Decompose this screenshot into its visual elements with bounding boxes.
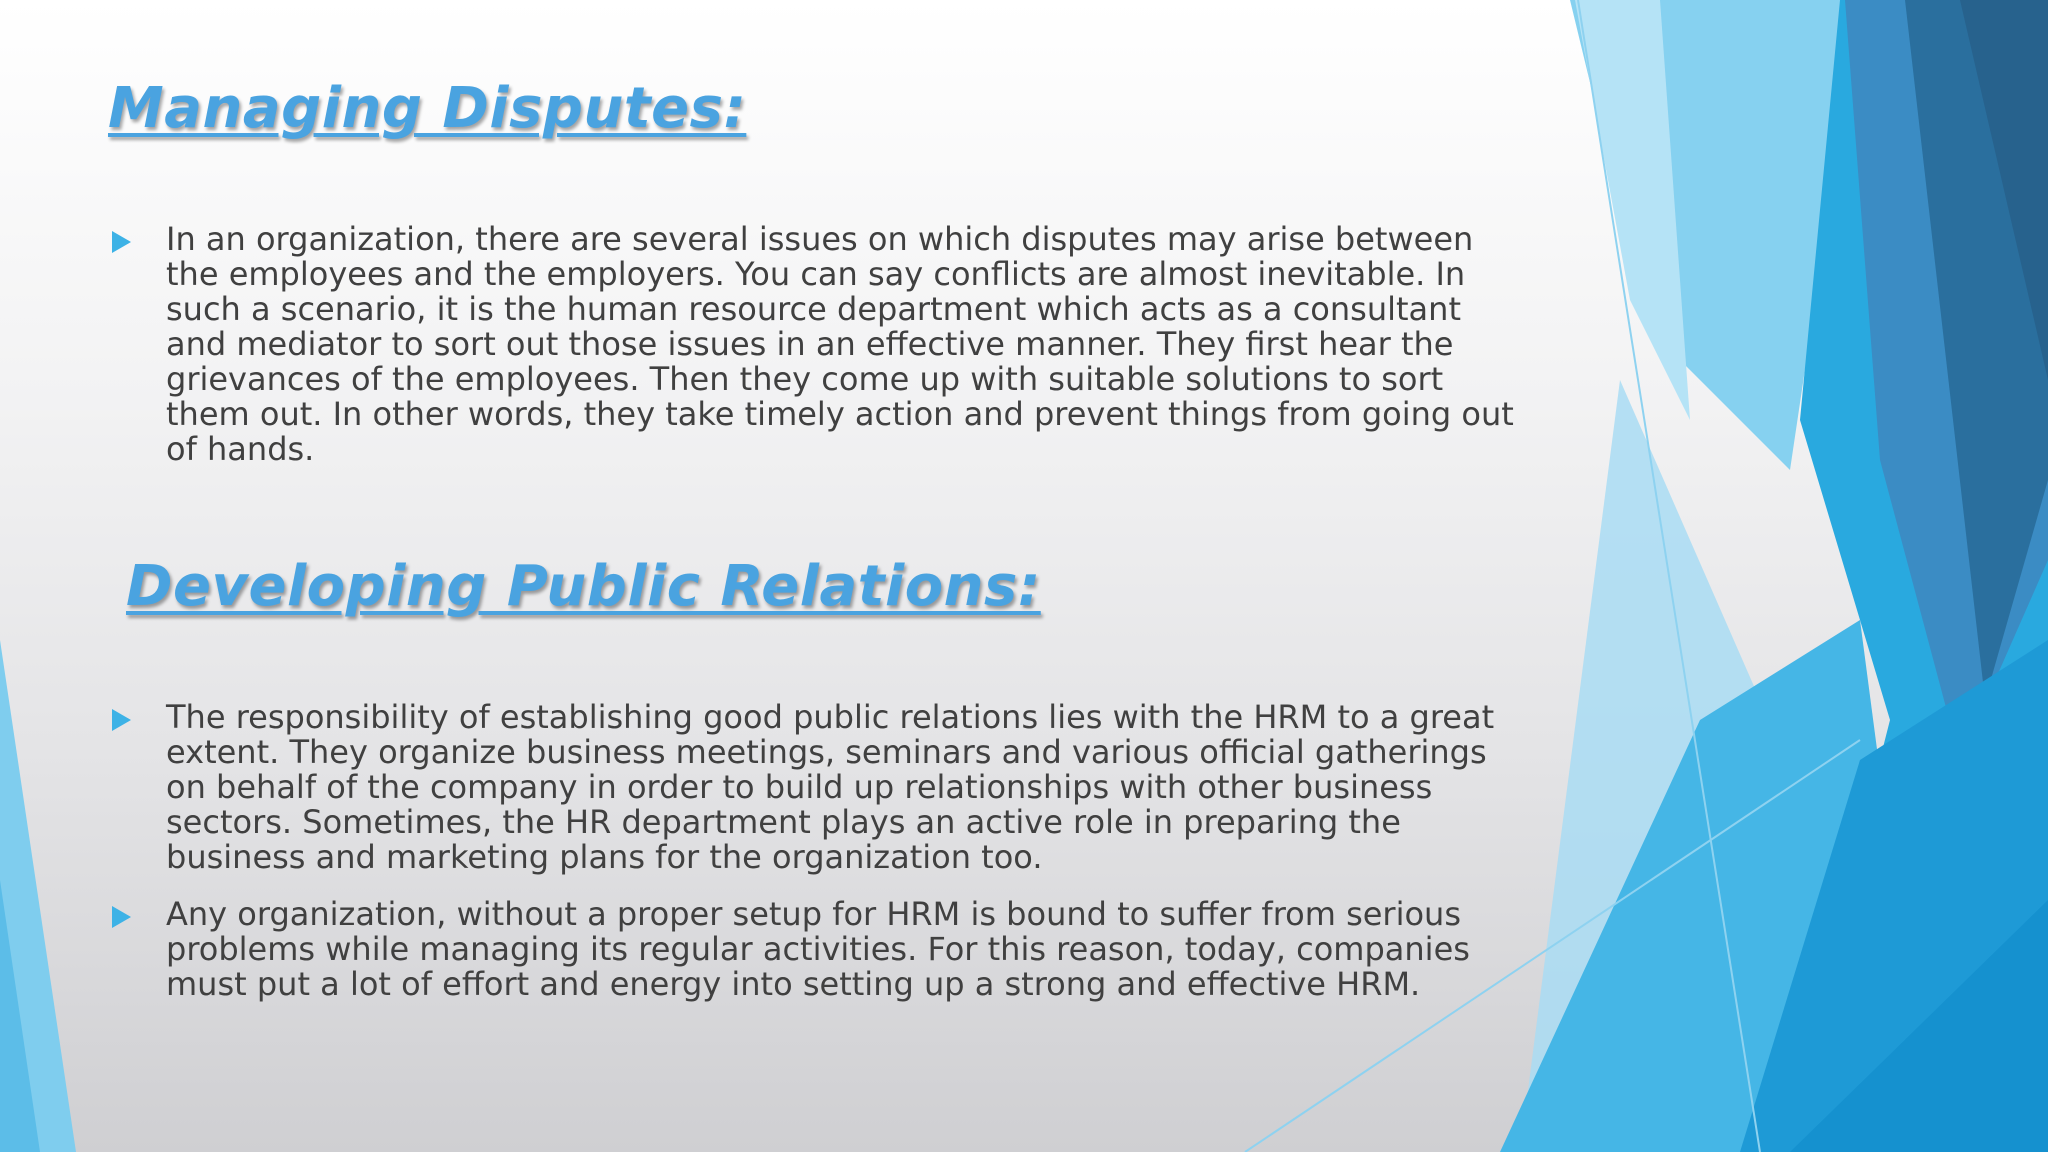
bullet-text: The responsibility of establishing good public relations lies with the HRM to a great extent. They organize business meetings, seminars and various official gatherings on behalf of the company in order to build up relationships with other business sectors. Sometimes, the HR department plays an active role in preparing the business and marketing plans for the organization too. bbox=[166, 698, 1495, 876]
bullet-item bbox=[110, 222, 1530, 467]
section-heading-developing-public-relations: Developing Public Relations: bbox=[126, 554, 1041, 619]
bullet-text: Any organization, without a proper setup for HRM is bound to suffer from serious problems while managing its regular activities. For this reason, today, companies must put a lot of effort and energy into setting up a strong and effective HRM. bbox=[166, 895, 1470, 1003]
triangle-right-icon bbox=[112, 709, 131, 731]
bullet-text: In an organization, there are several issues on which disputes may arise between the employees and the employers. You can say conflicts are almost inevitable. In such a scenario, it is the human resource department which acts as a consultant and mediator to sort out those issues in an effective manner. They first hear the grievances of the employees. Then they come up with suitable solutions to sort them out. In other words, they take timely action and prevent things from going out of hands. bbox=[166, 220, 1514, 468]
bullet-item bbox=[110, 897, 1530, 1002]
triangle-right-icon bbox=[112, 906, 131, 928]
public-relations-bullet-list bbox=[110, 700, 1530, 1024]
bullet-item bbox=[110, 700, 1530, 875]
triangle-right-icon bbox=[112, 231, 131, 253]
managing-disputes-bullet-list bbox=[110, 222, 1530, 489]
section-heading-managing-disputes: Managing Disputes: bbox=[108, 76, 747, 141]
